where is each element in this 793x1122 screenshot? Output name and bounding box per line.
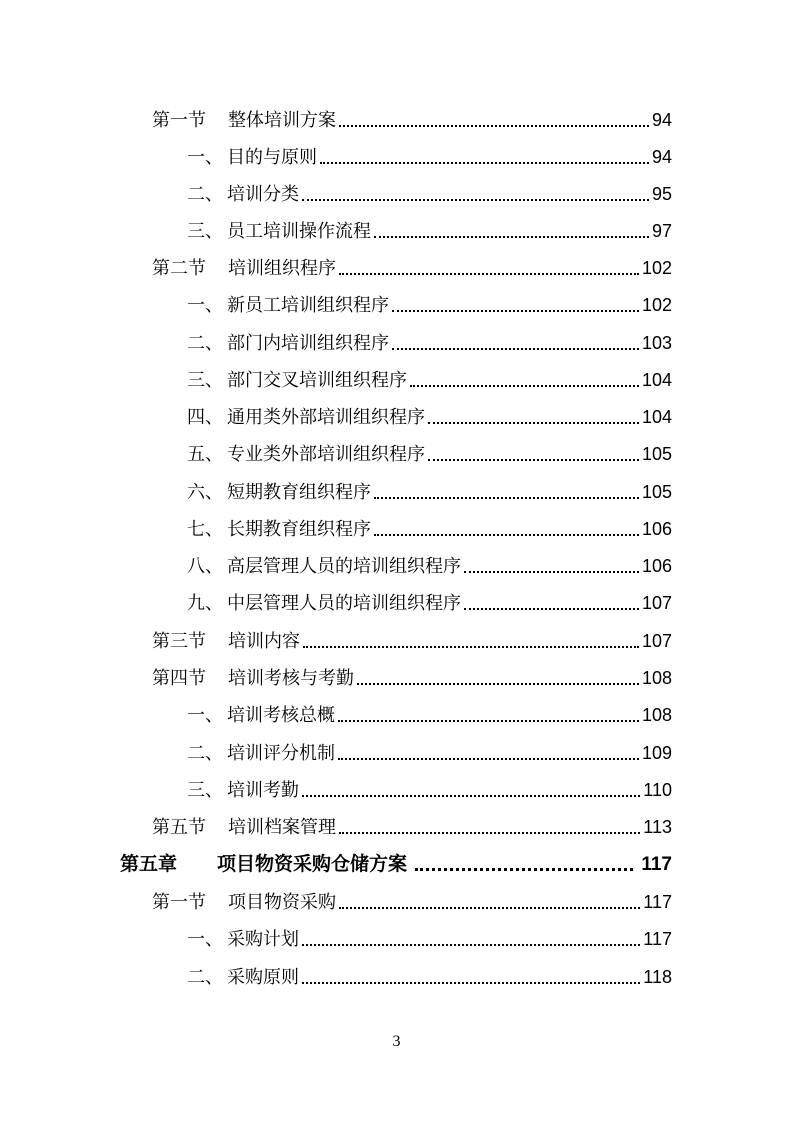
entry-page: 102 <box>641 295 672 315</box>
toc-entry[interactable] <box>187 965 672 990</box>
entry-number: 第四节 <box>152 668 206 689</box>
entry-page: 97 <box>651 221 672 241</box>
entry-title: 专业类外部培训组织程序 <box>227 444 425 465</box>
entry-number: 三、 <box>187 221 223 242</box>
entry-page: 118 <box>643 967 672 987</box>
entry-title: 采购原则 <box>227 967 299 988</box>
dot-leader <box>302 795 640 797</box>
entry-title: 员工培训操作流程 <box>227 221 371 242</box>
entry-title: 培训考核与考勤 <box>228 668 354 689</box>
dot-leader <box>339 907 640 909</box>
toc-entry[interactable] <box>187 554 672 579</box>
entry-page: 107 <box>641 593 672 613</box>
entry-title: 培训组织程序 <box>228 258 336 279</box>
entry-title: 目的与原则 <box>227 147 317 168</box>
dot-leader <box>302 199 649 201</box>
entry-page: 109 <box>641 743 672 763</box>
dot-leader <box>374 497 639 499</box>
entry-title: 长期教育组织程序 <box>227 519 371 540</box>
entry-number: 一、 <box>187 295 223 316</box>
entry-number: 第五章 <box>120 853 178 875</box>
entry-number: 二、 <box>187 184 223 205</box>
toc-entry[interactable] <box>187 293 672 318</box>
entry-number: 六、 <box>187 482 223 503</box>
entry-title: 部门内培训组织程序 <box>227 333 389 354</box>
toc-entry[interactable] <box>187 368 672 393</box>
dot-leader <box>302 982 640 984</box>
entry-page: 102 <box>641 258 672 278</box>
toc-entry[interactable] <box>152 256 672 281</box>
entry-number: 一、 <box>187 929 223 950</box>
entry-page: 104 <box>641 407 672 427</box>
entry-page: 104 <box>641 370 672 390</box>
dot-leader <box>374 534 639 536</box>
entry-page: 107 <box>641 631 672 651</box>
entry-number: 第五节 <box>152 817 206 838</box>
dot-leader <box>464 571 639 573</box>
entry-page: 108 <box>641 668 672 688</box>
entry-title: 新员工培训组织程序 <box>227 295 389 316</box>
toc-entry[interactable] <box>187 405 672 430</box>
entry-page: 106 <box>641 519 672 539</box>
entry-title: 中层管理人员的培训组织程序 <box>227 593 461 614</box>
entry-number: 第一节 <box>152 110 206 131</box>
toc-entry[interactable] <box>187 741 672 766</box>
toc-entry[interactable] <box>152 815 672 840</box>
dot-leader <box>338 720 639 722</box>
entry-number: 第三节 <box>152 631 206 652</box>
toc-entry[interactable] <box>187 480 672 505</box>
entry-title: 培训分类 <box>227 184 299 205</box>
toc-entry[interactable] <box>152 666 672 691</box>
entry-page: 103 <box>641 333 672 353</box>
entry-number: 二、 <box>187 333 223 354</box>
entry-page: 117 <box>641 854 672 875</box>
entry-number: 七、 <box>187 519 223 540</box>
entry-title: 培训考勤 <box>227 780 299 801</box>
dot-leader <box>339 832 640 834</box>
entry-title: 高层管理人员的培训组织程序 <box>227 556 461 577</box>
entry-title: 项目物资采购仓储方案 <box>217 853 408 875</box>
entry-number: 三、 <box>187 780 223 801</box>
entry-title: 部门交叉培训组织程序 <box>227 370 407 391</box>
toc-entry[interactable] <box>187 442 672 467</box>
dot-leader <box>392 310 639 312</box>
entry-number: 九、 <box>187 593 223 614</box>
entry-page: 105 <box>641 444 672 464</box>
page-number: 3 <box>392 1033 401 1050</box>
entry-number: 二、 <box>187 743 223 764</box>
dot-leader <box>428 422 639 424</box>
entry-title: 通用类外部培训组织程序 <box>227 407 425 428</box>
entry-number: 五、 <box>187 444 223 465</box>
entry-title: 项目物资采购 <box>228 892 336 913</box>
dot-leader <box>410 385 639 387</box>
dot-leader <box>464 608 639 610</box>
entry-number: 三、 <box>187 370 223 391</box>
toc-entry[interactable] <box>187 703 672 728</box>
toc-entry[interactable] <box>152 629 672 654</box>
entry-page: 117 <box>643 929 672 949</box>
entry-number: 八、 <box>187 556 223 577</box>
dot-leader <box>338 758 639 760</box>
entry-title: 培训档案管理 <box>228 817 336 838</box>
entry-page: 105 <box>641 482 672 502</box>
entry-page: 108 <box>641 705 672 725</box>
entry-page: 110 <box>643 780 672 800</box>
toc-entry[interactable] <box>187 591 672 616</box>
toc-entry[interactable] <box>152 890 672 915</box>
entry-number: 第一节 <box>152 892 206 913</box>
toc-entry[interactable] <box>152 108 672 133</box>
toc-entry[interactable] <box>187 182 672 207</box>
dot-leader <box>374 236 649 238</box>
entry-page: 94 <box>651 147 672 167</box>
entry-title: 短期教育组织程序 <box>227 482 371 503</box>
entry-page: 106 <box>641 556 672 576</box>
entry-page: 113 <box>643 817 672 837</box>
entry-page: 95 <box>651 184 672 204</box>
entry-number: 一、 <box>187 147 223 168</box>
entry-number: 第二节 <box>152 258 206 279</box>
dot-leader <box>357 683 639 685</box>
dot-leader <box>392 348 639 350</box>
entry-title: 培训评分机制 <box>227 743 335 764</box>
toc-entry[interactable] <box>187 517 672 542</box>
entry-title: 采购计划 <box>227 929 299 950</box>
dot-leader <box>339 273 639 275</box>
entry-title: 培训考核总概 <box>227 705 335 726</box>
dot-leader <box>303 646 639 648</box>
dot-leader <box>415 868 633 871</box>
entry-number: 四、 <box>187 407 223 428</box>
entry-title: 培训内容 <box>228 631 300 652</box>
toc-entry[interactable] <box>187 927 672 952</box>
toc-entry[interactable] <box>187 145 672 170</box>
toc-entry-chapter[interactable] <box>120 852 672 877</box>
dot-leader <box>428 459 639 461</box>
toc-entry[interactable] <box>187 778 672 803</box>
toc-entry[interactable] <box>187 331 672 356</box>
entry-number: 一、 <box>187 705 223 726</box>
dot-leader <box>339 125 649 127</box>
dot-leader <box>302 944 640 946</box>
entry-page: 117 <box>643 892 672 912</box>
dot-leader <box>320 162 649 164</box>
entry-title: 整体培训方案 <box>228 110 336 131</box>
toc-entry[interactable] <box>187 219 672 244</box>
entry-number: 二、 <box>187 967 223 988</box>
entry-page: 94 <box>651 110 672 130</box>
